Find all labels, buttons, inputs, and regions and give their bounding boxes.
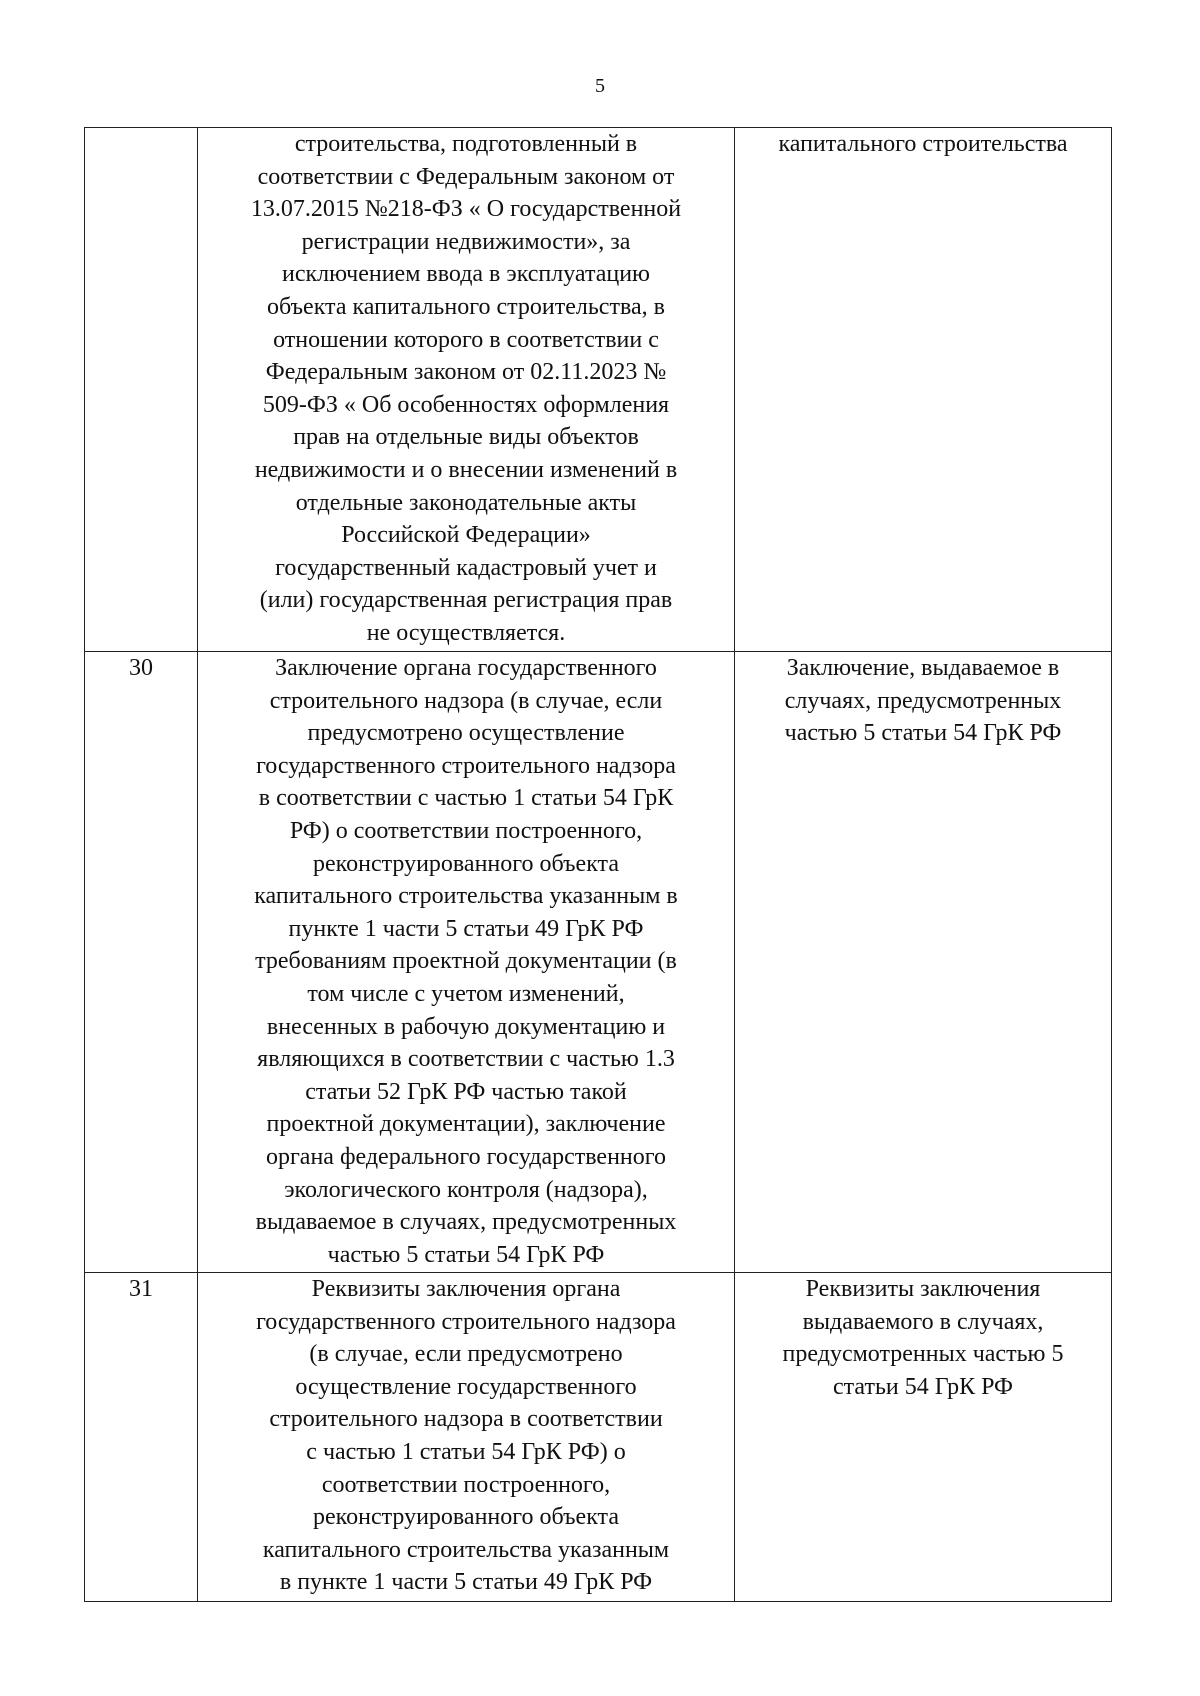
row-description-cell <box>198 1273 735 1602</box>
text-line: государственного строительного надзора <box>256 1308 676 1335</box>
text-line: с частью 1 статьи 54 ГрК РФ) о <box>306 1438 626 1465</box>
row-number-cell <box>85 128 198 652</box>
text-line: (или) государственная регистрация прав <box>259 587 673 614</box>
text-line: Заключение, выдаваемое в <box>786 655 1060 681</box>
table-row <box>85 652 1112 1273</box>
text-line: Федеральным законом от 02.11.2023 № <box>265 359 667 386</box>
text-line: объекта капитального строительства, в <box>267 293 665 320</box>
text-line: выдаваемого в случаях, <box>802 1308 1044 1335</box>
text-line: статьи 54 ГрК РФ <box>832 1373 1013 1400</box>
document-table <box>84 127 1112 1602</box>
row-note-cell <box>735 128 1112 652</box>
text-line: Реквизиты заключения органа <box>311 1276 621 1302</box>
text-line: капитального строительства указанным <box>262 1536 670 1563</box>
text-line: частью 5 статьи 54 ГрК РФ <box>784 720 1062 747</box>
text-line: требованиям проектной документации (в <box>255 948 677 975</box>
page-number: 5 <box>595 75 605 97</box>
text-line: предусмотрено осуществление <box>307 720 625 747</box>
text-line: государственный кадастровый учет и <box>275 554 657 581</box>
text-line: строительства, подготовленный в <box>294 131 638 157</box>
text-line: капитального строительства <box>778 131 1068 157</box>
text-line: том числе с учетом изменений, <box>307 980 625 1007</box>
text-line: осуществление государственного <box>295 1373 637 1400</box>
row-note-cell <box>735 1273 1112 1602</box>
text-line: реконструированного объекта <box>313 850 619 877</box>
text-line: отношении которого в соответствии с <box>273 326 659 353</box>
text-line: частью 5 статьи 54 ГрК РФ <box>327 1241 605 1268</box>
text-line: регистрации недвижимости», за <box>301 228 631 255</box>
text-line: строительного надзора в соответствии <box>269 1406 663 1433</box>
row-description-cell <box>198 128 735 652</box>
text-line: государственного строительного надзора <box>256 752 676 779</box>
table-row <box>85 1273 1112 1602</box>
text-line: соответствии с Федеральным законом от <box>257 163 675 190</box>
text-line: строительного надзора (в случае, если <box>269 687 663 714</box>
row-number-cell: 31 <box>85 1273 198 1602</box>
text-line: (в случае, если предусмотрено <box>309 1341 623 1368</box>
text-line: РФ) о соответствии построенного, <box>289 817 643 844</box>
text-line: являющихся в соответствии с частью 1.3 <box>257 1046 675 1073</box>
text-line: выдаваемое в случаях, предусмотренных <box>255 1209 677 1236</box>
text-line: прав на отдельные виды объектов <box>293 424 639 451</box>
row-number-cell: 30 <box>85 652 198 1273</box>
text-line: внесенных в рабочую документацию и <box>266 1013 666 1040</box>
text-line: соответствии построенного, <box>321 1471 611 1498</box>
text-line: недвижимости и о внесении изменений в <box>254 456 678 483</box>
row-note-cell <box>735 652 1112 1273</box>
text-line: 13.07.2015 №218-ФЗ « О государственной <box>250 196 682 223</box>
text-line: Реквизиты заключения <box>805 1276 1041 1302</box>
text-line: Заключение органа государственного <box>275 655 657 681</box>
table-row <box>85 128 1112 652</box>
text-line: реконструированного объекта <box>313 1504 619 1531</box>
text-line: капитального строительства указанным в <box>254 883 678 910</box>
text-line: исключением ввода в эксплуатацию <box>281 261 650 288</box>
text-line: проектной документации), заключение <box>266 1111 666 1138</box>
text-line: в соответствии с частью 1 статьи 54 ГрК <box>258 785 674 812</box>
text-line: предусмотренных частью 5 <box>782 1341 1064 1368</box>
text-line: не осуществляется. <box>366 619 566 646</box>
text-line: отдельные законодательные акты <box>295 489 637 516</box>
text-line: экологического контроля (надзора), <box>284 1176 648 1203</box>
text-line: пункте 1 части 5 статьи 49 ГрК РФ <box>288 915 644 942</box>
text-line: органа федерального государственного <box>265 1143 667 1170</box>
text-line: 509-ФЗ « Об особенностях оформления <box>262 391 670 418</box>
text-line: Российской Федерации» <box>341 522 591 549</box>
text-line: случаях, предусмотренных <box>784 687 1062 714</box>
text-line: в пункте 1 части 5 статьи 49 ГрК РФ <box>279 1569 653 1596</box>
text-line: статьи 52 ГрК РФ частью такой <box>305 1078 627 1105</box>
row-description-cell <box>198 652 735 1273</box>
